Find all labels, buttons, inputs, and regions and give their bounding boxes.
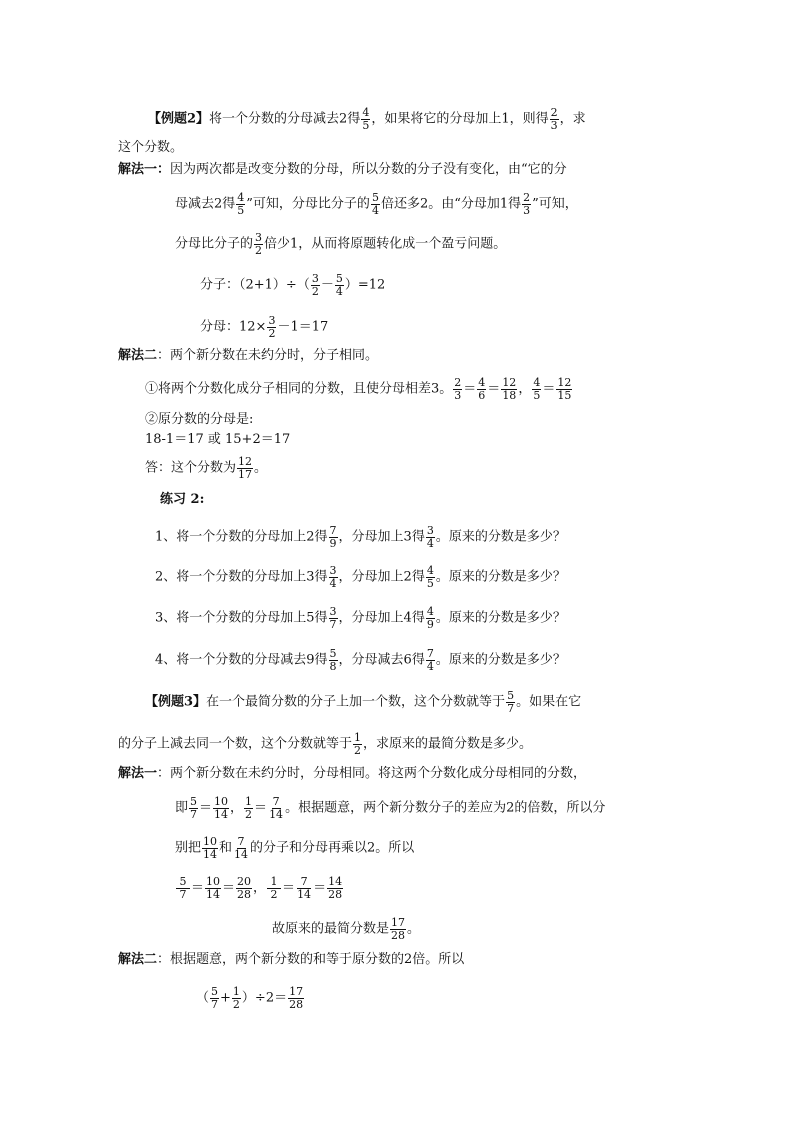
fraction: $\frac{3}{2}$ <box>311 272 319 298</box>
text: 将一个分数的分母减去2得 <box>209 111 361 127</box>
fraction: $\frac{5}{7}$ <box>190 795 198 821</box>
text: ，如果将它的分母加上1，则得 <box>371 111 549 127</box>
fraction: $\frac{20}{28}$ <box>237 875 252 901</box>
method3-line3 <box>175 836 414 861</box>
method3-equation <box>175 876 344 901</box>
fraction: $\frac{2}{3}$ <box>454 376 462 402</box>
text: ＝ <box>463 381 477 397</box>
text: 。 <box>254 460 268 476</box>
fraction: $\frac{7}{9}$ <box>329 524 337 550</box>
text: ＝ <box>254 800 268 816</box>
example3-line2 <box>118 732 532 757</box>
method1-calc2 <box>200 315 328 340</box>
text: 。如果在它 <box>516 694 582 710</box>
text: ， <box>230 800 244 816</box>
fraction: $\frac{5}{4}$ <box>335 272 343 298</box>
fraction: $\frac{2}{3}$ <box>523 191 531 217</box>
method3-line1 <box>118 764 586 785</box>
fraction: $\frac{4}{5}$ <box>426 564 434 590</box>
text: ）=12 <box>344 277 386 293</box>
text: 倍还多2。由“分母加1得 <box>380 196 522 212</box>
example2-label: 【例题2】 <box>148 111 210 127</box>
text: 母减去2得 <box>175 196 236 212</box>
text: ，求 <box>559 111 586 127</box>
fraction: $\frac{3}{7}$ <box>329 605 337 631</box>
practice-item <box>155 606 566 631</box>
fraction: $\frac{5}{7}$ <box>176 876 190 901</box>
text: （ <box>196 990 210 1006</box>
fraction: $\frac{3}{2}$ <box>268 314 276 340</box>
text: ＝ <box>282 880 296 896</box>
text: ＝ <box>191 880 205 896</box>
text: ＝ <box>313 880 327 896</box>
fraction: $\frac{3}{2}$ <box>255 231 263 257</box>
fraction: $\frac{12}{17}$ <box>238 455 253 481</box>
fraction: $\frac{1}{2}$ <box>354 731 362 757</box>
text: 分母：12× <box>200 319 267 335</box>
method3-answer <box>272 917 420 942</box>
method1-calc1 <box>200 273 385 298</box>
text: ， <box>518 381 532 397</box>
method1-line3 <box>175 232 506 257</box>
fraction: $\frac{1}{2}$ <box>232 985 240 1011</box>
practice-item <box>155 648 566 673</box>
text: 的分子上减去同一个数，这个分数就等于 <box>118 736 353 752</box>
text: 。原来的分数是多少？ <box>435 529 566 545</box>
fraction: $\frac{10}{14}$ <box>203 835 218 861</box>
text: ，求原来的最简分数是多少。 <box>363 736 533 752</box>
text: 倍少1，从而将原题转化成一个盈亏问题。 <box>264 236 507 252</box>
practice-item <box>155 525 566 550</box>
text: 分母比分子的 <box>175 236 254 252</box>
text: 因为两次都是改变分数的分母，所以分数的分子没有变化，由“它的分 <box>170 162 567 177</box>
method3-line2 <box>175 796 605 821</box>
fraction: $\frac{4}{5}$ <box>362 106 370 132</box>
method-label: 解法一 <box>118 766 158 781</box>
text: 在一个最简分数的分子上加一个数，这个分数就等于 <box>206 694 506 710</box>
text: ①将两个分数化成分子相同的分数，且使分母相差3。 <box>145 381 453 397</box>
text: 。原来的分数是多少？ <box>435 652 566 668</box>
text: ＝ <box>222 880 236 896</box>
text: 即 <box>175 800 189 816</box>
fraction: $\frac{17}{28}$ <box>289 985 304 1011</box>
method-label: 解法二 <box>118 348 158 363</box>
text: ：两个新分数在未约分时，分子相同。 <box>157 348 379 363</box>
text: 。根据题意，两个新分数分子的差应为2的倍数，所以分 <box>285 800 606 816</box>
text: ＝ <box>487 381 501 397</box>
method-label: 解法一 <box>118 162 158 177</box>
text: ， <box>253 880 267 896</box>
fraction: $\frac{7}{14}$ <box>234 835 249 861</box>
method1-line2 <box>175 192 578 217</box>
method2-answer <box>145 456 267 481</box>
fraction: $\frac{17}{28}$ <box>391 916 406 942</box>
fraction: $\frac{12}{15}$ <box>557 376 572 402</box>
method-label: 解法二 <box>118 952 158 967</box>
example2-line2: 这个分数。 <box>118 140 184 155</box>
text: 。原来的分数是多少？ <box>435 610 566 626</box>
text: －1＝17 <box>277 319 329 335</box>
text: ，分母减去6得 <box>338 652 425 668</box>
method2-step2: ②原分数的分母是: <box>145 412 254 427</box>
fraction: $\frac{5}{7}$ <box>211 985 219 1011</box>
text: 1、将一个分数的分母加上2得 <box>155 529 328 545</box>
practice-title: 练习 2: <box>160 492 205 507</box>
fraction: $\frac{4}{9}$ <box>426 605 434 631</box>
text: + <box>220 990 231 1006</box>
method4-line1 <box>118 950 464 971</box>
text: 。原来的分数是多少？ <box>435 569 566 585</box>
method2-step1 <box>145 377 573 402</box>
text: ＝ <box>199 800 213 816</box>
text: 故原来的最简分数是 <box>272 921 390 937</box>
text: ”可知，分母比分子的 <box>246 196 370 212</box>
fraction: $\frac{2}{3}$ <box>550 106 558 132</box>
method1-line1 <box>118 160 567 181</box>
text: 分子：（2+1）÷（ <box>200 277 310 293</box>
text: 答：这个分数为 <box>145 460 237 476</box>
text: － <box>320 277 334 293</box>
method4-calc <box>196 986 305 1011</box>
text: 和 <box>219 840 233 856</box>
text: ：根据题意，两个新分数的和等于原分数的2倍。所以 <box>157 952 465 967</box>
fraction: $\frac{4}{5}$ <box>533 376 541 402</box>
text: 2、将一个分数的分母加上3得 <box>155 569 328 585</box>
text: ： <box>157 162 171 177</box>
text: ＝ <box>542 381 556 397</box>
text: 3、将一个分数的分母加上5得 <box>155 610 328 626</box>
text: ，分母加上3得 <box>338 529 425 545</box>
fraction: $\frac{14}{28}$ <box>328 875 343 901</box>
example2-line1 <box>148 107 586 132</box>
text: 4、将一个分数的分母减去9得 <box>155 652 328 668</box>
fraction: $\frac{4}{5}$ <box>237 191 245 217</box>
fraction: $\frac{5}{4}$ <box>371 191 379 217</box>
fraction: $\frac{5}{7}$ <box>507 689 515 715</box>
text: 别把 <box>175 840 202 856</box>
example3-label: 【例题3】 <box>145 694 207 710</box>
text: 的分子和分母再乘以2。所以 <box>250 840 415 856</box>
text: ）÷2＝ <box>241 990 288 1006</box>
text: ：两个新分数在未约分时，分母相同。将这两个分数化成分母相同的分数， <box>157 766 587 781</box>
practice-item <box>155 565 566 590</box>
fraction: $\frac{12}{18}$ <box>502 376 517 402</box>
method2-line1 <box>118 346 378 367</box>
text: 。 <box>407 921 421 937</box>
fraction: $\frac{3}{4}$ <box>329 564 337 590</box>
text: ，分母加上4得 <box>338 610 425 626</box>
fraction: $\frac{7}{4}$ <box>426 647 434 673</box>
fraction: $\frac{7}{14}$ <box>269 795 284 821</box>
fraction: $\frac{1}{2}$ <box>267 876 281 901</box>
fraction: $\frac{7}{14}$ <box>297 875 312 901</box>
fraction: $\frac{5}{8}$ <box>329 647 337 673</box>
fraction: $\frac{10}{14}$ <box>206 875 221 901</box>
example3-line1 <box>145 690 581 715</box>
fraction: $\frac{10}{14}$ <box>214 795 229 821</box>
fraction: $\frac{3}{4}$ <box>426 524 434 550</box>
fraction: $\frac{1}{2}$ <box>245 795 253 821</box>
text: ，分母加上2得 <box>338 569 425 585</box>
text: ”可知， <box>532 196 578 212</box>
method2-step3: 18-1＝17 或 15+2＝17 <box>145 432 291 447</box>
fraction: $\frac{4}{6}$ <box>478 376 486 402</box>
